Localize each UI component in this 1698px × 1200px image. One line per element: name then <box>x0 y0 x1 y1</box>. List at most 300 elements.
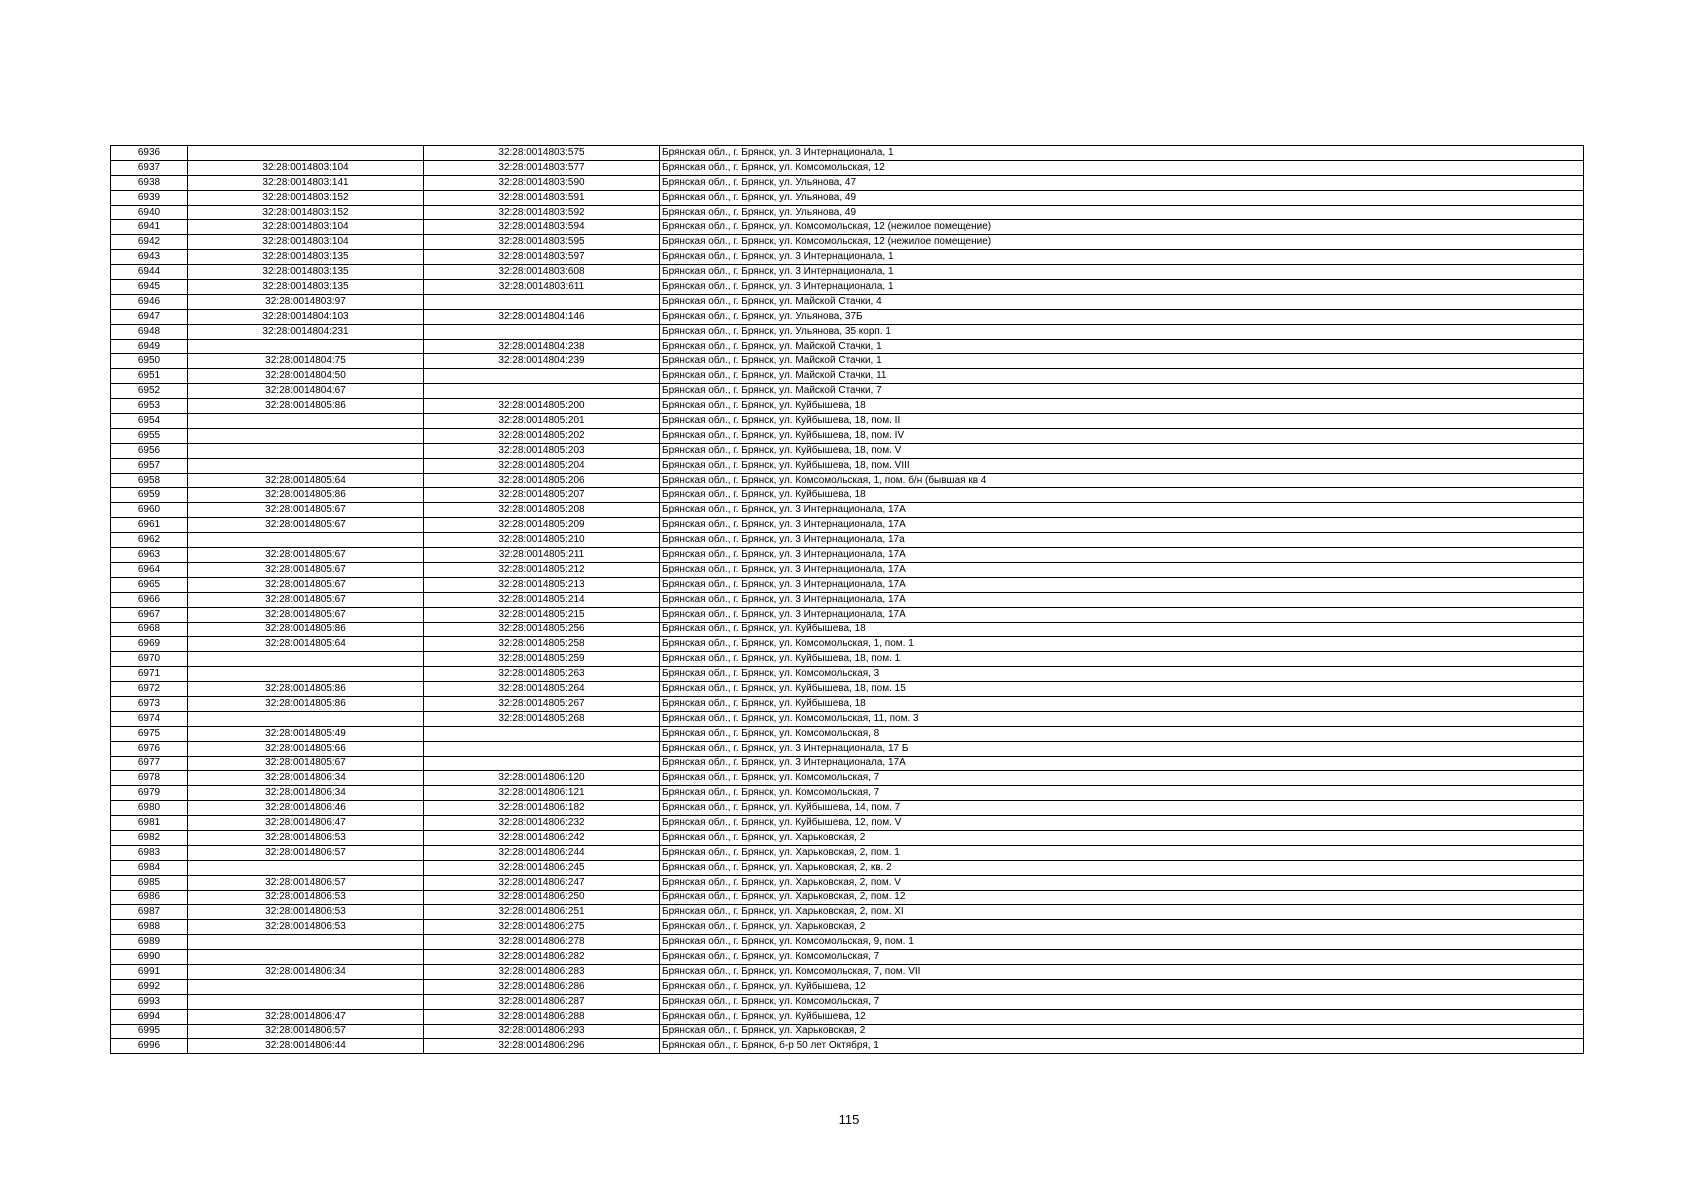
parcel-number-cell: 32:28:0014806:47 <box>188 816 424 831</box>
parcel-number-cell: 32:28:0014806:53 <box>188 830 424 845</box>
table-row <box>111 920 1584 935</box>
address-cell: Брянская обл., г. Брянск, ул. Куйбышева, 18 <box>660 488 1584 503</box>
address-cell: Брянская обл., г. Брянск, ул. 3 Интернационала, 1 <box>660 280 1584 295</box>
address-cell: Брянская обл., г. Брянск, ул. Майской Стачки, 1 <box>660 354 1584 369</box>
table-row <box>111 577 1584 592</box>
address-cell: Брянская обл., г. Брянск, ул. 3 Интернационала, 17А <box>660 518 1584 533</box>
table-row <box>111 637 1584 652</box>
table-row <box>111 309 1584 324</box>
row-number-cell: 6995 <box>111 1024 188 1039</box>
parcel-number-cell: 32:28:0014804:50 <box>188 369 424 384</box>
parcel-number-cell: 32:28:0014806:47 <box>188 1009 424 1024</box>
cadastral-number-cell: 32:28:0014806:242 <box>424 830 660 845</box>
address-cell: Брянская обл., г. Брянск, ул. Ульянова, 47 <box>660 175 1584 190</box>
row-number-cell: 6983 <box>111 845 188 860</box>
table-row <box>111 428 1584 443</box>
address-cell: Брянская обл., г. Брянск, ул. 3 Интернационала, 17А <box>660 592 1584 607</box>
parcel-number-cell <box>188 458 424 473</box>
table-row <box>111 860 1584 875</box>
row-number-cell: 6992 <box>111 979 188 994</box>
address-cell: Брянская обл., г. Брянск, ул. Харьковская, 2 <box>660 920 1584 935</box>
registry-table <box>110 145 1584 1054</box>
parcel-number-cell: 32:28:0014805:64 <box>188 473 424 488</box>
parcel-number-cell: 32:28:0014805:67 <box>188 577 424 592</box>
address-cell: Брянская обл., г. Брянск, ул. Куйбышева, 12 <box>660 1009 1584 1024</box>
table-row <box>111 280 1584 295</box>
table-row <box>111 384 1584 399</box>
cadastral-number-cell: 32:28:0014805:200 <box>424 399 660 414</box>
address-cell: Брянская обл., г. Брянск, ул. Куйбышева, 18, пом. 15 <box>660 682 1584 697</box>
parcel-number-cell: 32:28:0014805:66 <box>188 741 424 756</box>
parcel-number-cell: 32:28:0014803:135 <box>188 280 424 295</box>
cadastral-number-cell: 32:28:0014804:239 <box>424 354 660 369</box>
row-number-cell: 6948 <box>111 324 188 339</box>
cadastral-number-cell: 32:28:0014803:597 <box>424 250 660 265</box>
row-number-cell: 6976 <box>111 741 188 756</box>
cadastral-number-cell <box>424 741 660 756</box>
cadastral-number-cell: 32:28:0014805:204 <box>424 458 660 473</box>
table-row <box>111 950 1584 965</box>
cadastral-number-cell: 32:28:0014803:575 <box>424 146 660 161</box>
address-cell: Брянская обл., г. Брянск, ул. Комсомольская, 3 <box>660 667 1584 682</box>
row-number-cell: 6967 <box>111 607 188 622</box>
table-row <box>111 190 1584 205</box>
address-cell: Брянская обл., г. Брянск, ул. Куйбышева, 18 <box>660 622 1584 637</box>
parcel-number-cell: 32:28:0014806:46 <box>188 801 424 816</box>
table-row <box>111 607 1584 622</box>
address-cell: Брянская обл., г. Брянск, ул. Ульянова, 49 <box>660 190 1584 205</box>
cadastral-number-cell: 32:28:0014805:210 <box>424 533 660 548</box>
cadastral-number-cell: 32:28:0014805:264 <box>424 682 660 697</box>
table-row <box>111 667 1584 682</box>
row-number-cell: 6963 <box>111 548 188 563</box>
address-cell: Брянская обл., г. Брянск, ул. Харьковская, 2, пом. XI <box>660 905 1584 920</box>
address-cell: Брянская обл., г. Брянск, ул. 3 Интернационала, 17А <box>660 562 1584 577</box>
address-cell: Брянская обл., г. Брянск, ул. Ульянова, 35 корп. 1 <box>660 324 1584 339</box>
parcel-number-cell: 32:28:0014805:64 <box>188 637 424 652</box>
row-number-cell: 6964 <box>111 562 188 577</box>
table-row <box>111 935 1584 950</box>
cadastral-number-cell <box>424 369 660 384</box>
cadastral-number-cell: 32:28:0014805:201 <box>424 414 660 429</box>
table-row <box>111 220 1584 235</box>
table-row <box>111 830 1584 845</box>
table-row <box>111 845 1584 860</box>
parcel-number-cell <box>188 146 424 161</box>
address-cell: Брянская обл., г. Брянск, ул. 3 Интернационала, 1 <box>660 265 1584 280</box>
parcel-number-cell: 32:28:0014806:34 <box>188 786 424 801</box>
table-row <box>111 369 1584 384</box>
registry-table-body <box>111 146 1584 1054</box>
row-number-cell: 6959 <box>111 488 188 503</box>
cadastral-number-cell: 32:28:0014806:287 <box>424 994 660 1009</box>
address-cell: Брянская обл., г. Брянск, ул. 3 Интернационала, 17А <box>660 548 1584 563</box>
cadastral-number-cell: 32:28:0014806:275 <box>424 920 660 935</box>
row-number-cell: 6981 <box>111 816 188 831</box>
address-cell: Брянская обл., г. Брянск, ул. 3 Интернационала, 1 <box>660 250 1584 265</box>
cadastral-number-cell: 32:28:0014803:592 <box>424 205 660 220</box>
parcel-number-cell: 32:28:0014803:104 <box>188 160 424 175</box>
cadastral-number-cell: 32:28:0014805:207 <box>424 488 660 503</box>
parcel-number-cell: 32:28:0014806:57 <box>188 875 424 890</box>
table-row <box>111 741 1584 756</box>
address-cell: Брянская обл., г. Брянск, ул. Харьковская, 2 <box>660 830 1584 845</box>
parcel-number-cell: 32:28:0014804:103 <box>188 309 424 324</box>
parcel-number-cell <box>188 443 424 458</box>
address-cell: Брянская обл., г. Брянск, ул. 3 Интернационала, 17а <box>660 533 1584 548</box>
cadastral-number-cell: 32:28:0014805:259 <box>424 652 660 667</box>
address-cell: Брянская обл., г. Брянск, ул. 3 Интернационала, 17А <box>660 577 1584 592</box>
cadastral-number-cell: 32:28:0014806:278 <box>424 935 660 950</box>
parcel-number-cell: 32:28:0014806:34 <box>188 771 424 786</box>
cadastral-number-cell: 32:28:0014803:608 <box>424 265 660 280</box>
table-row <box>111 324 1584 339</box>
address-cell: Брянская обл., г. Брянск, ул. Куйбышева, 18 <box>660 399 1584 414</box>
row-number-cell: 6939 <box>111 190 188 205</box>
cadastral-number-cell: 32:28:0014806:288 <box>424 1009 660 1024</box>
cadastral-number-cell: 32:28:0014803:595 <box>424 235 660 250</box>
address-cell: Брянская обл., г. Брянск, ул. Майской Стачки, 1 <box>660 339 1584 354</box>
address-cell: Брянская обл., г. Брянск, ул. Харьковская, 2, пом. 12 <box>660 890 1584 905</box>
address-cell: Брянская обл., г. Брянск, ул. Харьковская, 2, пом. V <box>660 875 1584 890</box>
row-number-cell: 6957 <box>111 458 188 473</box>
parcel-number-cell: 32:28:0014805:67 <box>188 756 424 771</box>
parcel-number-cell: 32:28:0014805:86 <box>188 488 424 503</box>
row-number-cell: 6966 <box>111 592 188 607</box>
parcel-number-cell: 32:28:0014805:86 <box>188 399 424 414</box>
row-number-cell: 6972 <box>111 682 188 697</box>
row-number-cell: 6941 <box>111 220 188 235</box>
table-row <box>111 652 1584 667</box>
address-cell: Брянская обл., г. Брянск, ул. Комсомольская, 7 <box>660 950 1584 965</box>
parcel-number-cell: 32:28:0014806:44 <box>188 1039 424 1054</box>
address-cell: Брянская обл., г. Брянск, ул. Комсомольская, 7 <box>660 771 1584 786</box>
address-cell: Брянская обл., г. Брянск, ул. 3 Интернационала, 17 Б <box>660 741 1584 756</box>
parcel-number-cell: 32:28:0014804:231 <box>188 324 424 339</box>
table-row <box>111 205 1584 220</box>
row-number-cell: 6993 <box>111 994 188 1009</box>
table-row <box>111 771 1584 786</box>
cadastral-number-cell: 32:28:0014806:232 <box>424 816 660 831</box>
cadastral-number-cell: 32:28:0014806:245 <box>424 860 660 875</box>
address-cell: Брянская обл., г. Брянск, ул. Комсомольская, 1, пом. 1 <box>660 637 1584 652</box>
address-cell: Брянская обл., г. Брянск, ул. Куйбышева, 18, пом. II <box>660 414 1584 429</box>
row-number-cell: 6945 <box>111 280 188 295</box>
parcel-number-cell: 32:28:0014803:104 <box>188 235 424 250</box>
cadastral-number-cell: 32:28:0014805:268 <box>424 711 660 726</box>
parcel-number-cell: 32:28:0014806:57 <box>188 1024 424 1039</box>
parcel-number-cell: 32:28:0014805:86 <box>188 696 424 711</box>
table-row <box>111 518 1584 533</box>
address-cell: Брянская обл., г. Брянск, ул. Куйбышева, 18, пом. V <box>660 443 1584 458</box>
parcel-number-cell: 32:28:0014805:67 <box>188 503 424 518</box>
cadastral-number-cell: 32:28:0014806:244 <box>424 845 660 860</box>
parcel-number-cell <box>188 667 424 682</box>
cadastral-number-cell: 32:28:0014805:203 <box>424 443 660 458</box>
address-cell: Брянская обл., г. Брянск, ул. 3 Интернационала, 17А <box>660 607 1584 622</box>
cadastral-number-cell: 32:28:0014805:209 <box>424 518 660 533</box>
row-number-cell: 6944 <box>111 265 188 280</box>
address-cell: Брянская обл., г. Брянск, ул. Ульянова, 37Б <box>660 309 1584 324</box>
parcel-number-cell <box>188 935 424 950</box>
row-number-cell: 6962 <box>111 533 188 548</box>
parcel-number-cell: 32:28:0014805:49 <box>188 726 424 741</box>
parcel-number-cell <box>188 950 424 965</box>
row-number-cell: 6953 <box>111 399 188 414</box>
table-row <box>111 294 1584 309</box>
table-row <box>111 548 1584 563</box>
table-row <box>111 711 1584 726</box>
parcel-number-cell: 32:28:0014803:97 <box>188 294 424 309</box>
cadastral-number-cell: 32:28:0014803:611 <box>424 280 660 295</box>
table-row <box>111 562 1584 577</box>
cadastral-number-cell: 32:28:0014806:293 <box>424 1024 660 1039</box>
table-row <box>111 622 1584 637</box>
address-cell: Брянская обл., г. Брянск, ул. 3 Интернационала, 17А <box>660 503 1584 518</box>
table-row <box>111 235 1584 250</box>
table-row <box>111 250 1584 265</box>
address-cell: Брянская обл., г. Брянск, ул. 3 Интернационала, 17А <box>660 756 1584 771</box>
cadastral-number-cell: 32:28:0014805:202 <box>424 428 660 443</box>
cadastral-number-cell <box>424 756 660 771</box>
row-number-cell: 6950 <box>111 354 188 369</box>
cadastral-number-cell: 32:28:0014806:282 <box>424 950 660 965</box>
cadastral-number-cell: 32:28:0014805:206 <box>424 473 660 488</box>
table-row <box>111 414 1584 429</box>
cadastral-number-cell <box>424 384 660 399</box>
address-cell: Брянская обл., г. Брянск, ул. Комсомольская, 12 <box>660 160 1584 175</box>
row-number-cell: 6990 <box>111 950 188 965</box>
parcel-number-cell <box>188 711 424 726</box>
cadastral-number-cell <box>424 324 660 339</box>
row-number-cell: 6991 <box>111 964 188 979</box>
row-number-cell: 6987 <box>111 905 188 920</box>
address-cell: Брянская обл., г. Брянск, ул. 3 Интернационала, 1 <box>660 146 1584 161</box>
table-row <box>111 964 1584 979</box>
table-row <box>111 265 1584 280</box>
row-number-cell: 6989 <box>111 935 188 950</box>
row-number-cell: 6984 <box>111 860 188 875</box>
row-number-cell: 6940 <box>111 205 188 220</box>
address-cell: Брянская обл., г. Брянск, ул. Комсомольская, 7 <box>660 786 1584 801</box>
address-cell: Брянская обл., г. Брянск, ул. Комсомольская, 7, пом. VII <box>660 964 1584 979</box>
row-number-cell: 6960 <box>111 503 188 518</box>
address-cell: Брянская обл., г. Брянск, ул. Харьковская, 2, кв. 2 <box>660 860 1584 875</box>
cadastral-number-cell: 32:28:0014806:286 <box>424 979 660 994</box>
table-row <box>111 696 1584 711</box>
parcel-number-cell: 32:28:0014806:53 <box>188 920 424 935</box>
page-number: 115 <box>838 1112 860 1127</box>
row-number-cell: 6951 <box>111 369 188 384</box>
cadastral-number-cell: 32:28:0014803:594 <box>424 220 660 235</box>
address-cell: Брянская обл., г. Брянск, ул. Комсомольская, 7 <box>660 994 1584 1009</box>
cadastral-number-cell: 32:28:0014806:296 <box>424 1039 660 1054</box>
row-number-cell: 6954 <box>111 414 188 429</box>
cadastral-number-cell: 32:28:0014806:283 <box>424 964 660 979</box>
parcel-number-cell: 32:28:0014805:86 <box>188 682 424 697</box>
row-number-cell: 6974 <box>111 711 188 726</box>
address-cell: Брянская обл., г. Брянск, ул. Куйбышева, 18, пом. IV <box>660 428 1584 443</box>
row-number-cell: 6975 <box>111 726 188 741</box>
cadastral-number-cell: 32:28:0014805:211 <box>424 548 660 563</box>
row-number-cell: 6961 <box>111 518 188 533</box>
row-number-cell: 6978 <box>111 771 188 786</box>
cadastral-number-cell <box>424 294 660 309</box>
row-number-cell: 6970 <box>111 652 188 667</box>
address-cell: Брянская обл., г. Брянск, ул. Куйбышева, 18, пом. VIII <box>660 458 1584 473</box>
cadastral-number-cell: 32:28:0014805:267 <box>424 696 660 711</box>
address-cell: Брянская обл., г. Брянск, б-р 50 лет Октября, 1 <box>660 1039 1584 1054</box>
row-number-cell: 6968 <box>111 622 188 637</box>
parcel-number-cell <box>188 339 424 354</box>
table-row <box>111 399 1584 414</box>
parcel-number-cell <box>188 414 424 429</box>
cadastral-number-cell: 32:28:0014805:215 <box>424 607 660 622</box>
table-row <box>111 994 1584 1009</box>
address-cell: Брянская обл., г. Брянск, ул. Куйбышева, 12 <box>660 979 1584 994</box>
cadastral-number-cell: 32:28:0014806:182 <box>424 801 660 816</box>
parcel-number-cell <box>188 533 424 548</box>
parcel-number-cell <box>188 428 424 443</box>
row-number-cell: 6965 <box>111 577 188 592</box>
address-cell: Брянская обл., г. Брянск, ул. Харьковская, 2 <box>660 1024 1584 1039</box>
cadastral-number-cell: 32:28:0014805:214 <box>424 592 660 607</box>
row-number-cell: 6994 <box>111 1009 188 1024</box>
row-number-cell: 6936 <box>111 146 188 161</box>
cadastral-number-cell: 32:28:0014805:256 <box>424 622 660 637</box>
row-number-cell: 6986 <box>111 890 188 905</box>
row-number-cell: 6973 <box>111 696 188 711</box>
parcel-number-cell <box>188 860 424 875</box>
row-number-cell: 6943 <box>111 250 188 265</box>
parcel-number-cell <box>188 979 424 994</box>
row-number-cell: 6985 <box>111 875 188 890</box>
parcel-number-cell: 32:28:0014804:67 <box>188 384 424 399</box>
cadastral-number-cell: 32:28:0014806:247 <box>424 875 660 890</box>
table-row <box>111 682 1584 697</box>
parcel-number-cell: 32:28:0014805:67 <box>188 592 424 607</box>
table-row <box>111 786 1584 801</box>
table-row <box>111 1009 1584 1024</box>
address-cell: Брянская обл., г. Брянск, ул. Комсомольская, 8 <box>660 726 1584 741</box>
parcel-number-cell: 32:28:0014806:57 <box>188 845 424 860</box>
cadastral-number-cell: 32:28:0014805:212 <box>424 562 660 577</box>
parcel-number-cell: 32:28:0014805:86 <box>188 622 424 637</box>
table-row <box>111 816 1584 831</box>
row-number-cell: 6971 <box>111 667 188 682</box>
row-number-cell: 6956 <box>111 443 188 458</box>
table-row <box>111 890 1584 905</box>
address-cell: Брянская обл., г. Брянск, ул. Харьковская, 2, пом. 1 <box>660 845 1584 860</box>
parcel-number-cell: 32:28:0014806:34 <box>188 964 424 979</box>
row-number-cell: 6977 <box>111 756 188 771</box>
parcel-number-cell: 32:28:0014803:152 <box>188 205 424 220</box>
address-cell: Брянская обл., г. Брянск, ул. Куйбышева, 14, пом. 7 <box>660 801 1584 816</box>
address-cell: Брянская обл., г. Брянск, ул. Куйбышева, 18, пом. 1 <box>660 652 1584 667</box>
cadastral-number-cell: 32:28:0014804:146 <box>424 309 660 324</box>
cadastral-number-cell: 32:28:0014806:121 <box>424 786 660 801</box>
address-cell: Брянская обл., г. Брянск, ул. Майской Стачки, 11 <box>660 369 1584 384</box>
table-row <box>111 1024 1584 1039</box>
table-row <box>111 905 1584 920</box>
parcel-number-cell: 32:28:0014803:135 <box>188 265 424 280</box>
table-row <box>111 979 1584 994</box>
table-row <box>111 473 1584 488</box>
row-number-cell: 6996 <box>111 1039 188 1054</box>
table-row <box>111 458 1584 473</box>
parcel-number-cell: 32:28:0014803:135 <box>188 250 424 265</box>
cadastral-number-cell <box>424 726 660 741</box>
address-cell: Брянская обл., г. Брянск, ул. Комсомольская, 11, пом. 3 <box>660 711 1584 726</box>
parcel-number-cell: 32:28:0014805:67 <box>188 518 424 533</box>
row-number-cell: 6946 <box>111 294 188 309</box>
cadastral-number-cell: 32:28:0014806:120 <box>424 771 660 786</box>
address-cell: Брянская обл., г. Брянск, ул. Комсомольская, 1, пом. б/н (бывшая кв 4 <box>660 473 1584 488</box>
address-cell: Брянская обл., г. Брянск, ул. Комсомольская, 9, пом. 1 <box>660 935 1584 950</box>
row-number-cell: 6942 <box>111 235 188 250</box>
cadastral-number-cell: 32:28:0014805:263 <box>424 667 660 682</box>
cadastral-number-cell: 32:28:0014806:251 <box>424 905 660 920</box>
cadastral-number-cell: 32:28:0014804:238 <box>424 339 660 354</box>
table-row <box>111 875 1584 890</box>
row-number-cell: 6982 <box>111 830 188 845</box>
row-number-cell: 6980 <box>111 801 188 816</box>
parcel-number-cell: 32:28:0014805:67 <box>188 548 424 563</box>
table-row <box>111 533 1584 548</box>
row-number-cell: 6955 <box>111 428 188 443</box>
table-row <box>111 503 1584 518</box>
row-number-cell: 6988 <box>111 920 188 935</box>
table-row <box>111 592 1584 607</box>
address-cell: Брянская обл., г. Брянск, ул. Куйбышева, 18 <box>660 696 1584 711</box>
table-row <box>111 146 1584 161</box>
address-cell: Брянская обл., г. Брянск, ул. Майской Стачки, 4 <box>660 294 1584 309</box>
parcel-number-cell: 32:28:0014805:67 <box>188 562 424 577</box>
table-row <box>111 801 1584 816</box>
parcel-number-cell: 32:28:0014806:53 <box>188 905 424 920</box>
address-cell: Брянская обл., г. Брянск, ул. Комсомольская, 12 (нежилое помещение) <box>660 235 1584 250</box>
cadastral-number-cell: 32:28:0014805:213 <box>424 577 660 592</box>
address-cell: Брянская обл., г. Брянск, ул. Комсомольская, 12 (нежилое помещение) <box>660 220 1584 235</box>
parcel-number-cell: 32:28:0014805:67 <box>188 607 424 622</box>
row-number-cell: 6979 <box>111 786 188 801</box>
parcel-number-cell: 32:28:0014803:104 <box>188 220 424 235</box>
parcel-number-cell <box>188 652 424 667</box>
table-row <box>111 726 1584 741</box>
cadastral-number-cell: 32:28:0014803:591 <box>424 190 660 205</box>
row-number-cell: 6947 <box>111 309 188 324</box>
parcel-number-cell: 32:28:0014803:152 <box>188 190 424 205</box>
row-number-cell: 6958 <box>111 473 188 488</box>
table-row <box>111 354 1584 369</box>
parcel-number-cell: 32:28:0014804:75 <box>188 354 424 369</box>
row-number-cell: 6949 <box>111 339 188 354</box>
parcel-number-cell: 32:28:0014806:53 <box>188 890 424 905</box>
table-row <box>111 756 1584 771</box>
address-cell: Брянская обл., г. Брянск, ул. Майской Стачки, 7 <box>660 384 1584 399</box>
row-number-cell: 6938 <box>111 175 188 190</box>
parcel-number-cell: 32:28:0014803:141 <box>188 175 424 190</box>
table-row <box>111 160 1584 175</box>
cadastral-number-cell: 32:28:0014803:590 <box>424 175 660 190</box>
parcel-number-cell <box>188 994 424 1009</box>
table-row <box>111 1039 1584 1054</box>
address-cell: Брянская обл., г. Брянск, ул. Куйбышева, 12, пом. V <box>660 816 1584 831</box>
cadastral-number-cell: 32:28:0014805:208 <box>424 503 660 518</box>
address-cell: Брянская обл., г. Брянск, ул. Ульянова, 49 <box>660 205 1584 220</box>
row-number-cell: 6952 <box>111 384 188 399</box>
row-number-cell: 6937 <box>111 160 188 175</box>
